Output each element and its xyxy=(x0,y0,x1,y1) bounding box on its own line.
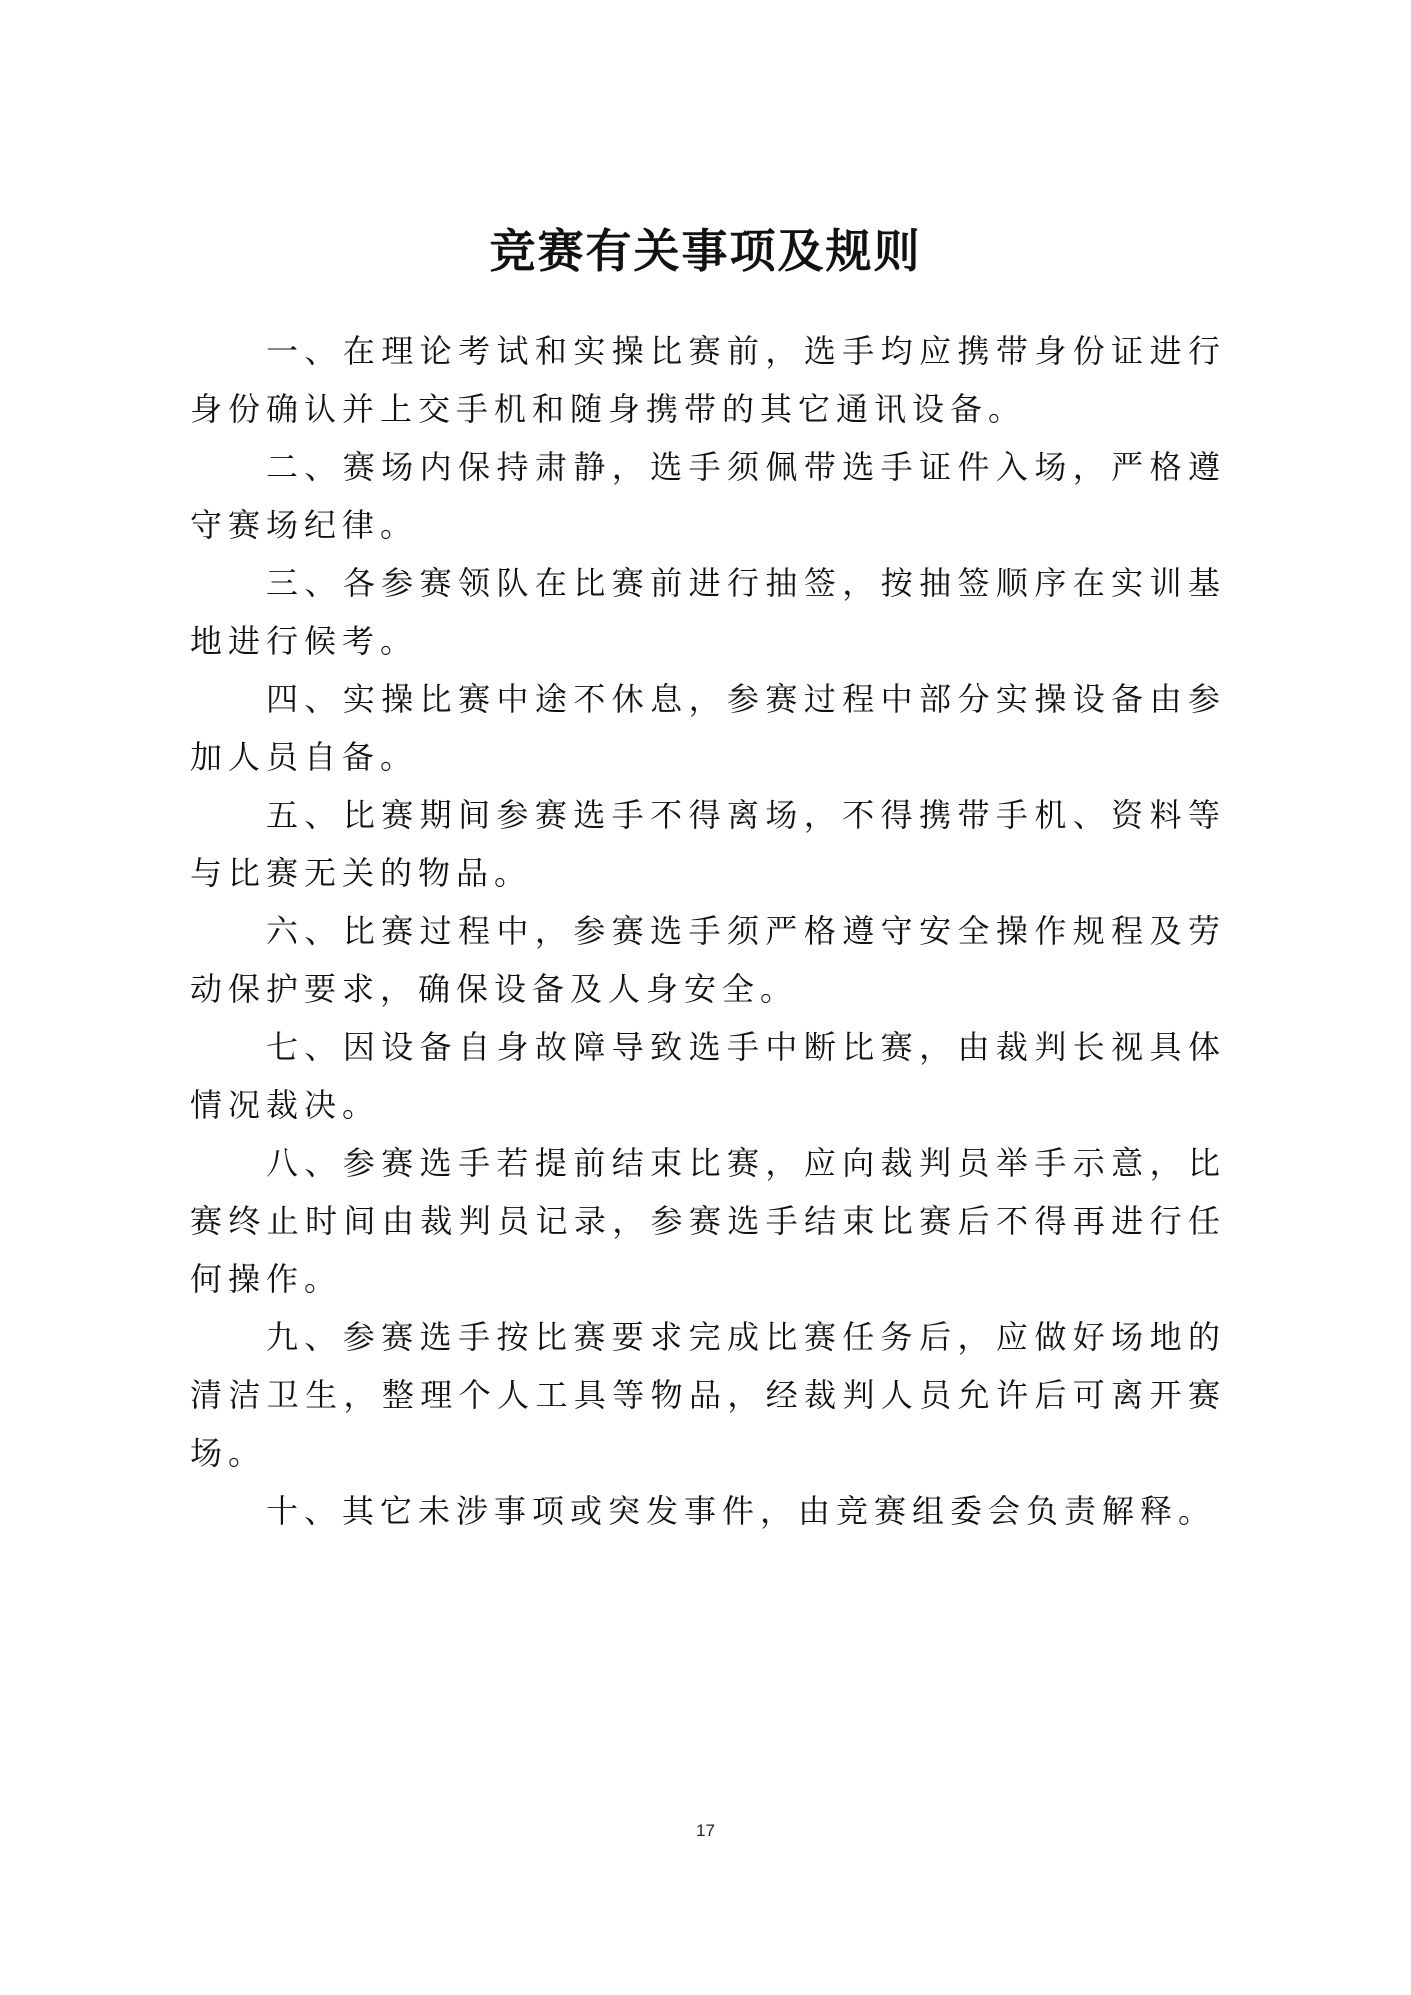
rule-paragraph-2: 二、赛场内保持肃静，选手须佩带选手证件入场，严格遵守赛场纪律。 xyxy=(190,448,1226,544)
rule-paragraph-3: 三、各参赛领队在比赛前进行抽签，按抽签顺序在实训基地进行候考。 xyxy=(190,564,1226,660)
rule-paragraph-4: 四、实操比赛中途不休息，参赛过程中部分实操设备由参加人员自备。 xyxy=(190,680,1226,776)
rules-body xyxy=(190,322,1226,1540)
rule-paragraph-6: 六、比赛过程中，参赛选手须严格遵守安全操作规程及劳动保护要求，确保设备及人身安全。 xyxy=(190,912,1226,1008)
page-number: 17 xyxy=(696,1821,715,1840)
page-title: 竞赛有关事项及规则 xyxy=(489,223,922,278)
rule-paragraph-5: 五、比赛期间参赛选手不得离场，不得携带手机、资料等与比赛无关的物品。 xyxy=(190,796,1226,892)
rule-paragraph-10: 十、其它未涉事项或突发事件，由竞赛组委会负责解释。 xyxy=(266,1492,1217,1530)
rule-paragraph-9: 九、参赛选手按比赛要求完成比赛任务后，应做好场地的清洁卫生，整理个人工具等物品，经裁判人员允许后可离开赛场。 xyxy=(190,1318,1226,1472)
rule-paragraph-1: 一、在理论考试和实操比赛前，选手均应携带身份证进行身份确认并上交手机和随身携带的其它通讯设备。 xyxy=(190,332,1226,428)
rule-paragraph-7: 七、因设备自身故障导致选手中断比赛，由裁判长视具体情况裁决。 xyxy=(190,1028,1226,1124)
rule-paragraph-8: 八、参赛选手若提前结束比赛，应向裁判员举手示意，比赛终止时间由裁判员记录，参赛选手结束比赛后不得再进行任何操作。 xyxy=(190,1144,1226,1298)
